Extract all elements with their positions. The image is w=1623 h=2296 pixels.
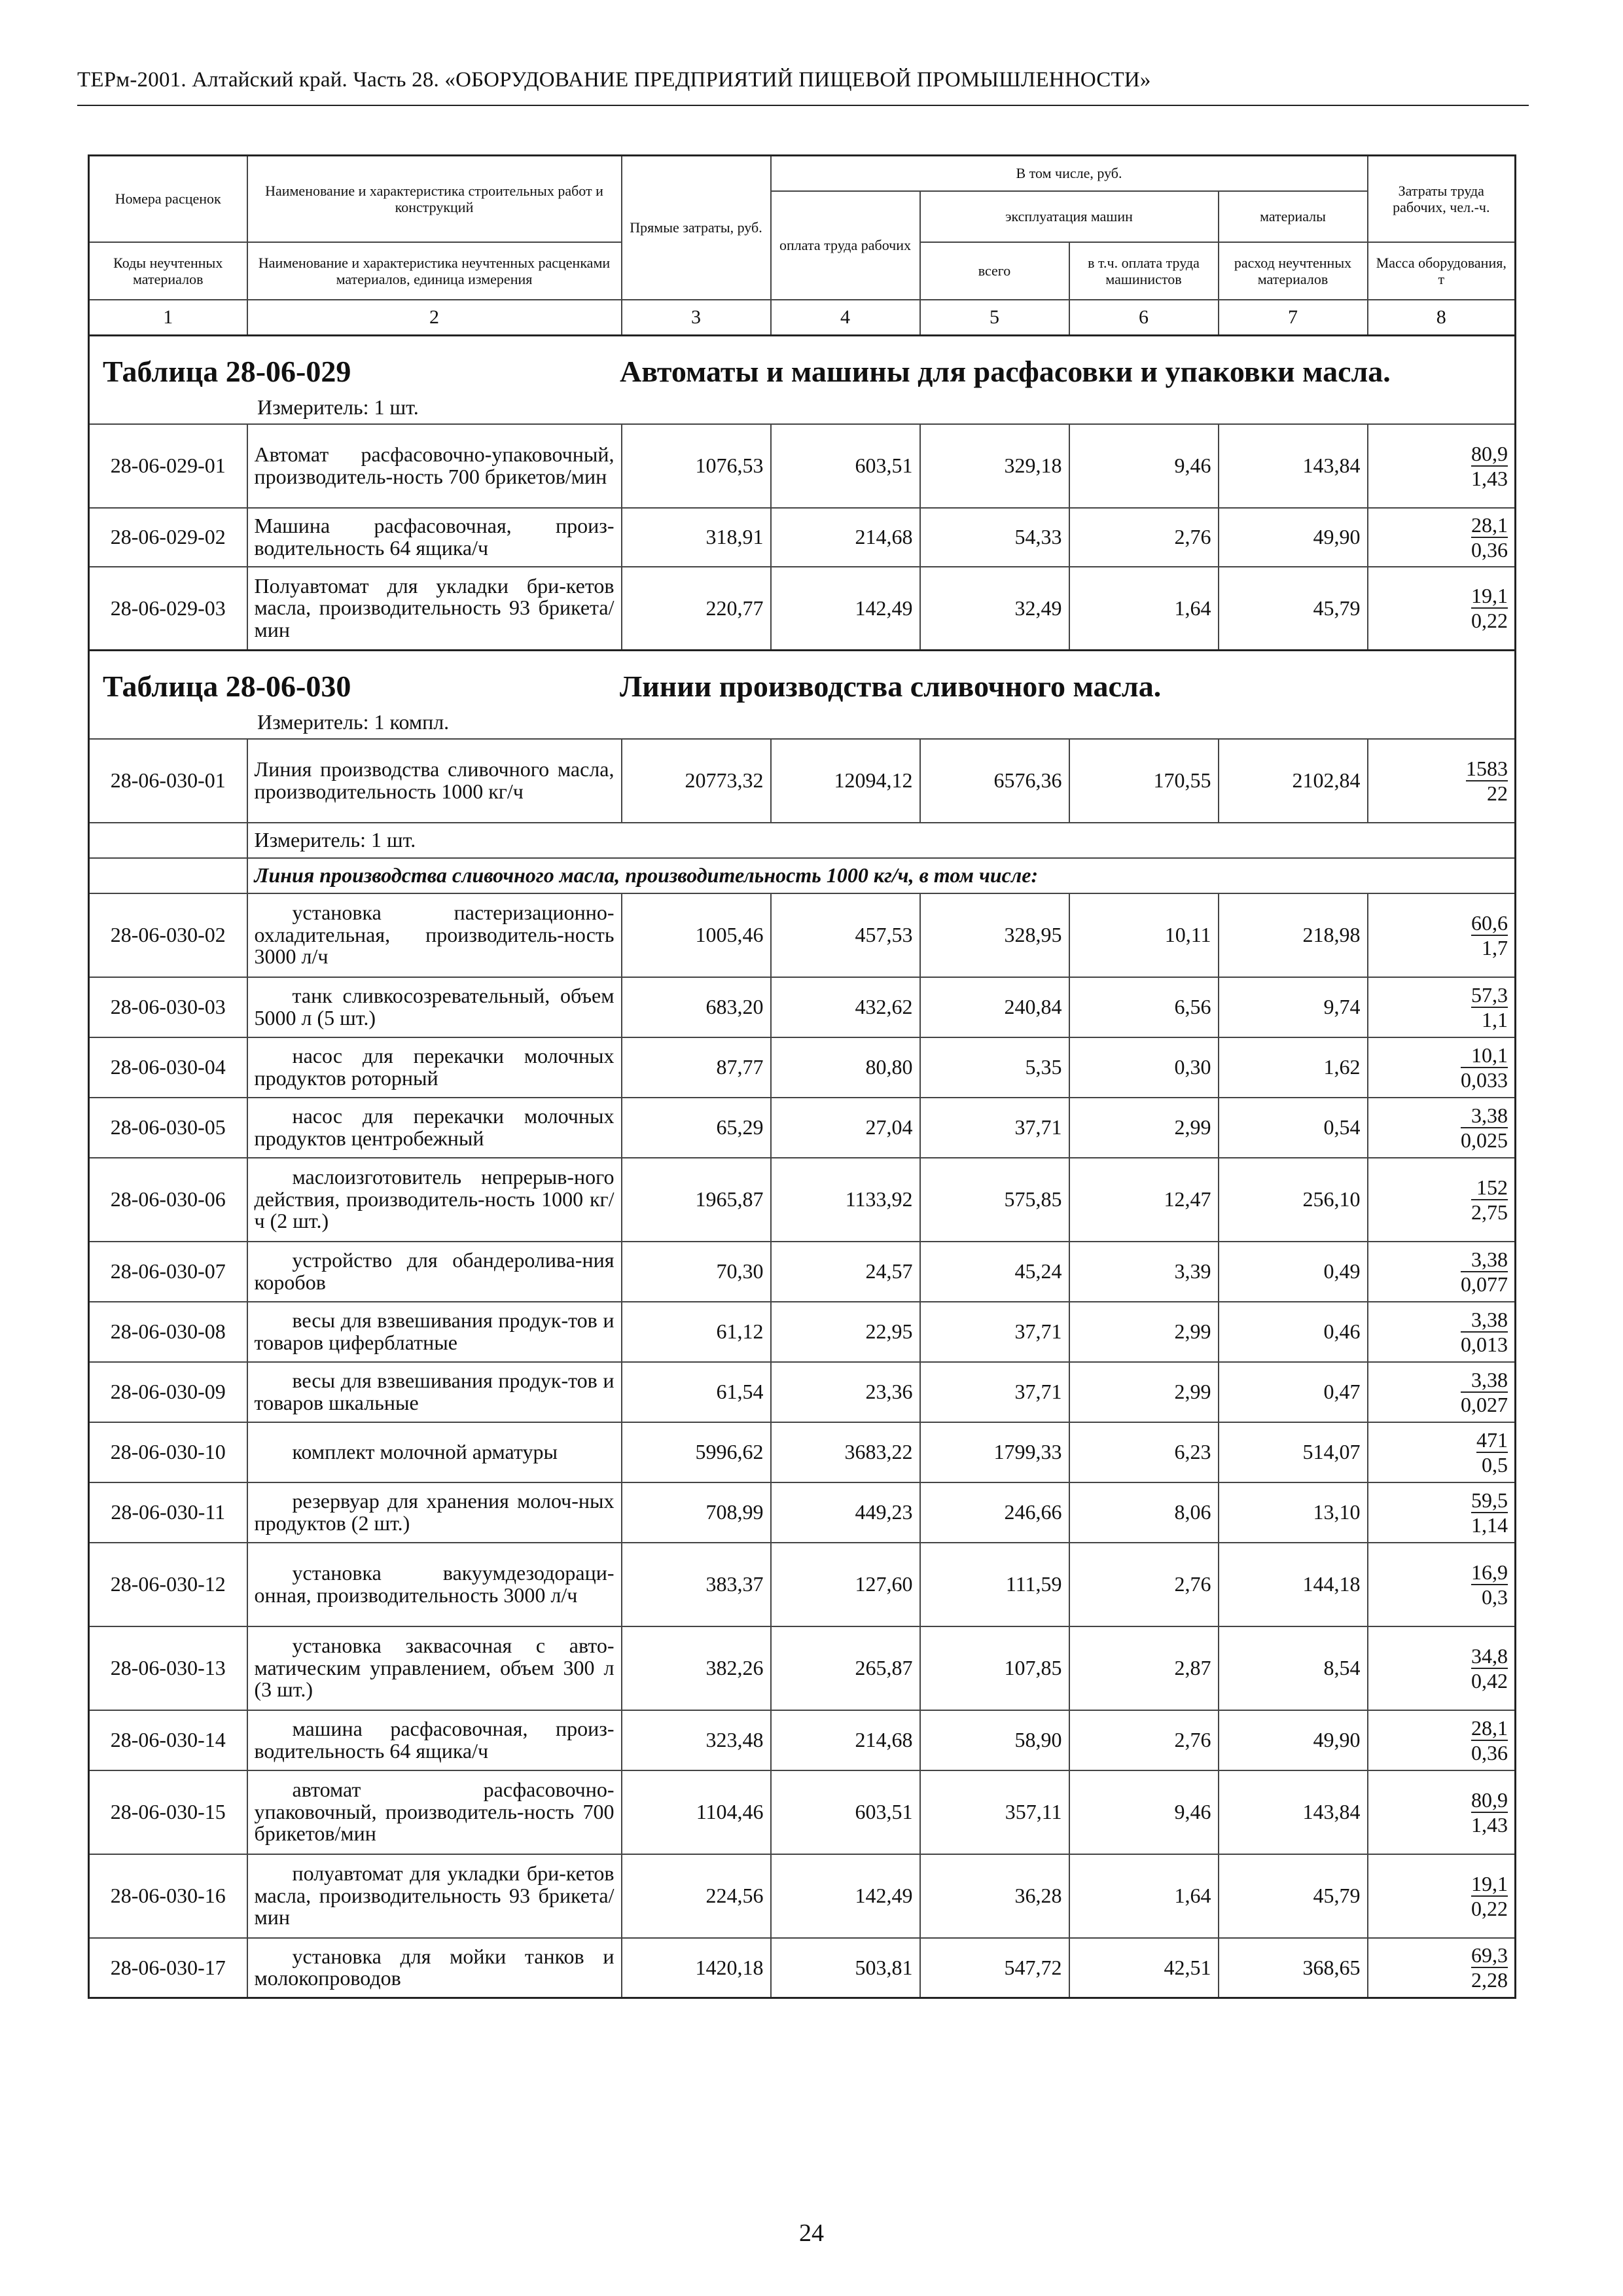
row-labor: 471 xyxy=(1476,1427,1508,1452)
header-including: В том числе, руб. xyxy=(771,156,1368,192)
header-mass: Масса оборудования, т xyxy=(1368,242,1516,300)
header-materials-bottom: расход неучтенных материалов xyxy=(1219,242,1368,300)
row-machinists: 2,76 xyxy=(1069,1543,1219,1626)
row-name: установка для мойки танков и молокопроводов xyxy=(247,1938,622,1998)
row-machines: 1799,33 xyxy=(920,1422,1069,1482)
row-materials: 1,62 xyxy=(1219,1037,1368,1098)
row-mass: 0,36 xyxy=(1471,1740,1508,1765)
row-machines: 37,71 xyxy=(920,1362,1069,1422)
row-labor: 3,38 xyxy=(1461,1309,1508,1333)
row-machines: 329,18 xyxy=(920,424,1069,508)
row-machines: 37,71 xyxy=(920,1098,1069,1158)
row-mass: 0,027 xyxy=(1461,1392,1508,1416)
row-labor-mass xyxy=(1368,567,1516,651)
header-direct-costs: Прямые затраты, руб. xyxy=(622,156,771,300)
row-labor: 80,9 xyxy=(1471,441,1508,465)
row-machines: 328,95 xyxy=(920,893,1069,977)
row-labor-mass xyxy=(1368,1938,1516,1998)
table-row xyxy=(89,567,1516,651)
row-mass: 0,077 xyxy=(1461,1272,1508,1296)
row-wages: 24,57 xyxy=(771,1242,920,1302)
row-labor-mass xyxy=(1368,1854,1516,1938)
row-machines: 246,66 xyxy=(920,1482,1069,1543)
row-materials: 0,54 xyxy=(1219,1098,1368,1158)
row-labor: 19,1 xyxy=(1471,584,1508,608)
row-code: 28-06-030-08 xyxy=(89,1302,247,1362)
row-labor-mass xyxy=(1368,1482,1516,1543)
row-machinists: 12,47 xyxy=(1069,1158,1219,1242)
row-machines: 45,24 xyxy=(920,1242,1069,1302)
row-materials: 45,79 xyxy=(1219,567,1368,651)
row-machines: 32,49 xyxy=(920,567,1069,651)
table-row xyxy=(89,1854,1516,1938)
row-labor-mass xyxy=(1368,1626,1516,1710)
row-code: 28-06-030-03 xyxy=(89,977,247,1037)
header-machines: эксплуатация машин xyxy=(920,191,1219,242)
row-wages: 12094,12 xyxy=(771,739,920,823)
row-machinists: 2,76 xyxy=(1069,508,1219,567)
table-030-section xyxy=(89,651,1516,893)
row-wages: 214,68 xyxy=(771,508,920,567)
row-machines: 37,71 xyxy=(920,1302,1069,1362)
row-machinists: 2,87 xyxy=(1069,1626,1219,1710)
header-name-bottom: Наименование и характеристика неучтенных расценками материалов, единица измерения xyxy=(247,242,622,300)
row-labor-mass xyxy=(1368,1362,1516,1422)
row-materials: 13,10 xyxy=(1219,1482,1368,1543)
row-code: 28-06-030-17 xyxy=(89,1938,247,1998)
row-direct: 708,99 xyxy=(622,1482,771,1543)
row-materials: 144,18 xyxy=(1219,1543,1368,1626)
row-wages: 27,04 xyxy=(771,1098,920,1158)
table-row xyxy=(89,1158,1516,1242)
row-code: 28-06-030-11 xyxy=(89,1482,247,1543)
row-materials: 143,84 xyxy=(1219,424,1368,508)
table-row xyxy=(89,1626,1516,1710)
column-number: 5 xyxy=(920,300,1069,336)
row-code: 28-06-030-12 xyxy=(89,1543,247,1626)
row-labor: 34,8 xyxy=(1471,1643,1508,1668)
column-number: 6 xyxy=(1069,300,1219,336)
row-labor-mass xyxy=(1368,977,1516,1037)
table-row xyxy=(89,1770,1516,1854)
row-name: весы для взвешивания продук-тов и товаров циферблатные xyxy=(247,1302,622,1362)
row-name: резервуар для хранения молоч-ных продуктов (2 шт.) xyxy=(247,1482,622,1543)
row-machinists: 8,06 xyxy=(1069,1482,1219,1543)
row-mass: 1,14 xyxy=(1471,1513,1508,1537)
row-machines: 107,85 xyxy=(920,1626,1069,1710)
row-machines: 58,90 xyxy=(920,1710,1069,1770)
table-row xyxy=(89,1938,1516,1998)
row-direct: 323,48 xyxy=(622,1710,771,1770)
row-code: 28-06-030-02 xyxy=(89,893,247,977)
column-number: 7 xyxy=(1219,300,1368,336)
row-name: установка пастеризационно-охладительная, производитель-ность 3000 л/ч xyxy=(247,893,622,977)
row-code: 28-06-030-06 xyxy=(89,1158,247,1242)
row-direct: 5996,62 xyxy=(622,1422,771,1482)
row-mass: 0,22 xyxy=(1471,1896,1508,1920)
table-row xyxy=(89,1098,1516,1158)
row-machinists: 42,51 xyxy=(1069,1938,1219,1998)
row-materials: 368,65 xyxy=(1219,1938,1368,1998)
row-machinists: 170,55 xyxy=(1069,739,1219,823)
row-labor: 19,1 xyxy=(1471,1871,1508,1895)
table-row xyxy=(89,1242,1516,1302)
row-machinists: 9,46 xyxy=(1069,1770,1219,1854)
row-name: полуавтомат для укладки бри-кетов масла, производительность 93 брикета/мин xyxy=(247,1854,622,1938)
row-wages: 142,49 xyxy=(771,567,920,651)
row-mass: 22 xyxy=(1487,781,1508,805)
row-direct: 20773,32 xyxy=(622,739,771,823)
row-mass: 0,013 xyxy=(1461,1332,1508,1356)
row-labor-mass xyxy=(1368,1543,1516,1626)
row-wages: 1133,92 xyxy=(771,1158,920,1242)
row-direct: 1965,87 xyxy=(622,1158,771,1242)
table-030-meter-piece: Измеритель: 1 шт. xyxy=(247,823,1516,858)
row-machines: 6576,36 xyxy=(920,739,1069,823)
row-direct: 61,54 xyxy=(622,1362,771,1422)
table-header xyxy=(89,156,1516,336)
row-wages: 142,49 xyxy=(771,1854,920,1938)
table-row xyxy=(89,739,1516,823)
row-materials: 8,54 xyxy=(1219,1626,1368,1710)
row-machinists: 2,99 xyxy=(1069,1302,1219,1362)
row-machinists: 1,64 xyxy=(1069,567,1219,651)
row-labor: 10,1 xyxy=(1461,1045,1508,1068)
table-030-heading xyxy=(89,651,1516,706)
table-row xyxy=(89,1422,1516,1482)
table-row xyxy=(89,977,1516,1037)
table-row xyxy=(89,1302,1516,1362)
row-machinists: 3,39 xyxy=(1069,1242,1219,1302)
row-materials: 49,90 xyxy=(1219,508,1368,567)
row-direct: 1076,53 xyxy=(622,424,771,508)
row-wages: 265,87 xyxy=(771,1626,920,1710)
row-code: 28-06-030-07 xyxy=(89,1242,247,1302)
row-direct: 65,29 xyxy=(622,1098,771,1158)
column-number: 4 xyxy=(771,300,920,336)
row-machinists: 2,99 xyxy=(1069,1362,1219,1422)
table-row xyxy=(89,424,1516,508)
row-code: 28-06-030-15 xyxy=(89,1770,247,1854)
row-name: маслоизготовитель непрерыв-ного действия, производитель-ность 1000 кг/ч (2 шт.) xyxy=(247,1158,622,1242)
row-materials: 49,90 xyxy=(1219,1710,1368,1770)
row-labor-mass xyxy=(1368,1158,1516,1242)
row-labor-mass xyxy=(1368,1422,1516,1482)
row-wages: 23,36 xyxy=(771,1362,920,1422)
row-name: установка заквасочная с авто-матическим управлением, объем 300 л (3 шт.) xyxy=(247,1626,622,1710)
column-number: 3 xyxy=(622,300,771,336)
meter-label: Измеритель: 1 шт. xyxy=(257,395,419,419)
row-mass: 0,42 xyxy=(1471,1668,1508,1693)
row-machines: 547,72 xyxy=(920,1938,1069,1998)
row-labor-mass xyxy=(1368,1098,1516,1158)
header-machinists-wages: в т.ч. оплата труда машинистов xyxy=(1069,242,1219,300)
row-code: 28-06-030-16 xyxy=(89,1854,247,1938)
row-wages: 127,60 xyxy=(771,1543,920,1626)
row-name: машина расфасовочная, произ-водительность 64 ящика/ч xyxy=(247,1710,622,1770)
row-wages: 457,53 xyxy=(771,893,920,977)
row-labor-mass xyxy=(1368,893,1516,977)
table-030-rows xyxy=(89,893,1516,1998)
row-code: 28-06-030-10 xyxy=(89,1422,247,1482)
row-mass: 2,75 xyxy=(1471,1200,1508,1224)
empty-cell xyxy=(89,858,247,893)
row-name: Полуавтомат для укладки бри-кетов масла, производительность 93 брикета/мин xyxy=(247,567,622,651)
row-machinists: 1,64 xyxy=(1069,1854,1219,1938)
row-labor: 28,1 xyxy=(1471,512,1508,537)
row-labor: 1583 xyxy=(1466,756,1508,780)
row-materials: 256,10 xyxy=(1219,1158,1368,1242)
row-name: устройство для обандеролива-ния коробов xyxy=(247,1242,622,1302)
row-materials: 2102,84 xyxy=(1219,739,1368,823)
table-row xyxy=(89,508,1516,567)
row-labor-mass xyxy=(1368,508,1516,567)
row-code: 28-06-030-09 xyxy=(89,1362,247,1422)
row-machines: 36,28 xyxy=(920,1854,1069,1938)
row-mass: 0,3 xyxy=(1482,1585,1508,1609)
table-030-subheading: Линия производства сливочного масла, производительность 1000 кг/ч, в том числе: xyxy=(247,858,1516,893)
row-wages: 503,81 xyxy=(771,1938,920,1998)
row-name: насос для перекачки молочных продуктов роторный xyxy=(247,1037,622,1098)
table-029-caption: Автоматы и машины для расфасовки и упаковки масла. xyxy=(620,355,1391,388)
row-direct: 318,91 xyxy=(622,508,771,567)
row-labor-mass xyxy=(1368,424,1516,508)
row-name: автомат расфасовочно-упаковочный, производитель-ность 700 брикетов/мин xyxy=(247,1770,622,1854)
row-labor: 3,38 xyxy=(1461,1249,1508,1272)
row-direct: 1005,46 xyxy=(622,893,771,977)
empty-cell xyxy=(89,823,247,858)
row-machines: 575,85 xyxy=(920,1158,1069,1242)
row-code: 28-06-029-01 xyxy=(89,424,247,508)
row-labor: 3,38 xyxy=(1461,1105,1508,1128)
row-direct: 1104,46 xyxy=(622,1770,771,1854)
row-materials: 218,98 xyxy=(1219,893,1368,977)
row-direct: 87,77 xyxy=(622,1037,771,1098)
table-029-rows xyxy=(89,424,1516,651)
row-direct: 382,26 xyxy=(622,1626,771,1710)
row-code: 28-06-030-13 xyxy=(89,1626,247,1710)
row-labor-mass xyxy=(1368,1710,1516,1770)
row-code: 28-06-030-01 xyxy=(89,739,247,823)
row-machinists: 2,76 xyxy=(1069,1710,1219,1770)
row-wages: 603,51 xyxy=(771,424,920,508)
row-labor: 3,38 xyxy=(1461,1369,1508,1393)
row-labor-mass xyxy=(1368,1242,1516,1302)
row-name: весы для взвешивания продук-тов и товаров шкальные xyxy=(247,1362,622,1422)
row-name: установка вакуумдезодораци-онная, производительность 3000 л/ч xyxy=(247,1543,622,1626)
header-labor: Затраты труда рабочих, чел.-ч. xyxy=(1368,156,1516,243)
row-labor-mass xyxy=(1368,1302,1516,1362)
row-wages: 214,68 xyxy=(771,1710,920,1770)
row-materials: 9,74 xyxy=(1219,977,1368,1037)
row-mass: 0,36 xyxy=(1471,537,1508,562)
row-direct: 383,37 xyxy=(622,1543,771,1626)
row-direct: 683,20 xyxy=(622,977,771,1037)
row-labor: 60,6 xyxy=(1471,910,1508,935)
row-mass: 0,22 xyxy=(1471,609,1508,633)
rates-table xyxy=(88,154,1516,1999)
header-machines-total: всего xyxy=(920,242,1069,300)
row-machinists: 10,11 xyxy=(1069,893,1219,977)
row-materials: 0,49 xyxy=(1219,1242,1368,1302)
table-row xyxy=(89,1362,1516,1422)
table-row xyxy=(89,1710,1516,1770)
header-rule xyxy=(77,105,1529,106)
row-name: Машина расфасовочная, произ-водительность 64 ящика/ч xyxy=(247,508,622,567)
row-wages: 3683,22 xyxy=(771,1422,920,1482)
row-wages: 432,62 xyxy=(771,977,920,1037)
row-labor: 69,3 xyxy=(1471,1943,1508,1967)
header-name-top: Наименование и характеристика строительных работ и конструкций xyxy=(247,156,622,243)
row-name: комплект молочной арматуры xyxy=(247,1422,622,1482)
row-labor: 80,9 xyxy=(1471,1787,1508,1812)
row-direct: 61,12 xyxy=(622,1302,771,1362)
row-wages: 80,80 xyxy=(771,1037,920,1098)
row-labor-mass xyxy=(1368,739,1516,823)
row-materials: 0,46 xyxy=(1219,1302,1368,1362)
row-machinists: 6,23 xyxy=(1069,1422,1219,1482)
row-materials: 514,07 xyxy=(1219,1422,1368,1482)
row-machines: 240,84 xyxy=(920,977,1069,1037)
row-direct: 70,30 xyxy=(622,1242,771,1302)
row-machines: 357,11 xyxy=(920,1770,1069,1854)
row-direct: 220,77 xyxy=(622,567,771,651)
header-wages: оплата труда рабочих xyxy=(771,191,920,300)
table-030-meter-kit xyxy=(89,706,1516,739)
row-mass: 1,7 xyxy=(1482,935,1508,960)
row-machinists: 6,56 xyxy=(1069,977,1219,1037)
row-wages: 22,95 xyxy=(771,1302,920,1362)
row-labor: 16,9 xyxy=(1471,1560,1508,1584)
row-materials: 45,79 xyxy=(1219,1854,1368,1938)
row-mass: 0,5 xyxy=(1482,1452,1508,1477)
table-029-section xyxy=(89,336,1516,424)
row-wages: 603,51 xyxy=(771,1770,920,1854)
row-direct: 224,56 xyxy=(622,1854,771,1938)
table-row xyxy=(89,1482,1516,1543)
row-materials: 143,84 xyxy=(1219,1770,1368,1854)
table-row xyxy=(89,1543,1516,1626)
row-code: 28-06-030-05 xyxy=(89,1098,247,1158)
row-name: насос для перекачки молочных продуктов центробежный xyxy=(247,1098,622,1158)
table-030-title: Таблица 28-06-030 xyxy=(103,670,351,704)
row-code: 28-06-029-03 xyxy=(89,567,247,651)
row-mass: 0,025 xyxy=(1461,1128,1508,1152)
column-number: 1 xyxy=(89,300,247,336)
table-029-heading xyxy=(89,336,1516,391)
row-machinists: 2,99 xyxy=(1069,1098,1219,1158)
row-machinists: 9,46 xyxy=(1069,424,1219,508)
row-labor: 152 xyxy=(1471,1177,1508,1200)
page-number: 24 xyxy=(799,2219,824,2247)
row-labor: 28,1 xyxy=(1471,1715,1508,1740)
row-labor: 59,5 xyxy=(1471,1488,1508,1512)
row-direct: 1420,18 xyxy=(622,1938,771,1998)
table-029-title: Таблица 28-06-029 xyxy=(103,355,351,388)
row-mass: 1,43 xyxy=(1471,1812,1508,1837)
running-header: ТЕРм-2001. Алтайский край. Часть 28. «ОБОРУДОВАНИЕ ПРЕДПРИЯТИЙ ПИЩЕВОЙ ПРОМЫШЛЕННОСТИ» xyxy=(77,68,1151,92)
row-labor-mass xyxy=(1368,1770,1516,1854)
row-name: Линия производства сливочного масла, производительность 1000 кг/ч xyxy=(247,739,622,823)
row-code: 28-06-029-02 xyxy=(89,508,247,567)
column-number: 2 xyxy=(247,300,622,336)
row-machines: 54,33 xyxy=(920,508,1069,567)
row-machinists: 0,30 xyxy=(1069,1037,1219,1098)
row-code: 28-06-030-14 xyxy=(89,1710,247,1770)
row-mass: 1,43 xyxy=(1471,466,1508,490)
row-mass: 0,033 xyxy=(1461,1067,1508,1092)
header-materials-top: материалы xyxy=(1219,191,1368,242)
row-mass: 1,1 xyxy=(1482,1007,1508,1031)
table-029-meter xyxy=(89,391,1516,424)
row-mass: 2,28 xyxy=(1471,1968,1508,1992)
column-number: 8 xyxy=(1368,300,1516,336)
header-code-top: Номера расценок xyxy=(89,156,247,243)
row-name: танк сливкосозревательный, объем 5000 л (5 шт.) xyxy=(247,977,622,1037)
row-labor: 57,3 xyxy=(1471,982,1508,1007)
row-machines: 111,59 xyxy=(920,1543,1069,1626)
column-numbers-row xyxy=(89,300,1516,336)
table-030-caption: Линии производства сливочного масла. xyxy=(620,670,1162,704)
table-row xyxy=(89,1037,1516,1098)
row-code: 28-06-030-04 xyxy=(89,1037,247,1098)
row-name: Автомат расфасовочно-упаковочный, производитель-ность 700 брикетов/мин xyxy=(247,424,622,508)
row-machines: 5,35 xyxy=(920,1037,1069,1098)
header-code-bottom: Коды неучтенных материалов xyxy=(89,242,247,300)
table-row xyxy=(89,893,1516,977)
meter-label: Измеритель: 1 компл. xyxy=(257,709,450,734)
row-wages: 449,23 xyxy=(771,1482,920,1543)
row-materials: 0,47 xyxy=(1219,1362,1368,1422)
row-labor-mass xyxy=(1368,1037,1516,1098)
